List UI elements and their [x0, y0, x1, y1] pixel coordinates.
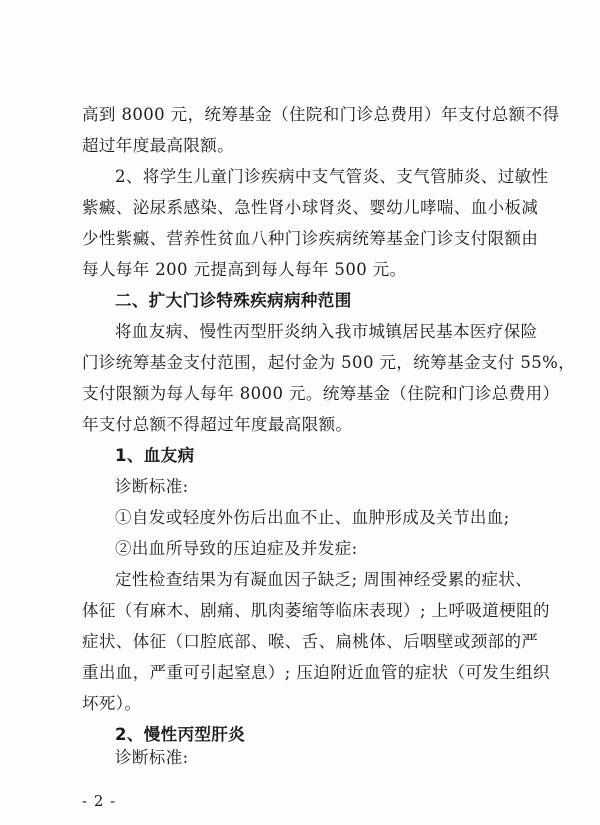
text-line: 少性紫癜、营养性贫血八种门诊疾病统筹基金门诊支付限额由	[82, 229, 539, 248]
text-line: 重出血，严重可引起窒息）; 压迫附近血管的症状（可发生组织	[82, 663, 550, 682]
section-heading: 二、扩大门诊特殊疾病病种范围	[115, 291, 352, 310]
text-line: 年支付总额不得超过年度最高限额。	[82, 415, 353, 434]
text-line: 症状、体征（口腔底部、喉、舌、扁桃体、后咽壁或颈部的严	[82, 632, 539, 651]
text-line: ②出血所导致的压迫症及并发症:	[115, 539, 358, 558]
text-line: 坏死）。	[82, 694, 142, 713]
subsection-heading: 1、血友病	[115, 446, 195, 465]
text-line: 2、将学生儿童门诊疾病中支气管炎、支气管肺炎、过敏性	[115, 167, 549, 186]
text-line: 紫癜、泌尿系感染、急性肾小球肾炎、婴幼儿哮喘、血小板减	[82, 198, 539, 217]
text-line: 门诊统筹基金支付范围，起付金为 500 元，统筹基金支付 55%，	[82, 353, 576, 372]
text-line: 定性检查结果为有凝血因子缺乏; 周围神经受累的症状、	[115, 570, 533, 589]
text-line: 高到 8000 元，统筹基金（住院和门诊总费用）年支付总额不得	[82, 105, 560, 124]
page-number: - 2 -	[82, 792, 117, 810]
text-line: 每人每年 200 元提高到每人每年 500 元。	[82, 260, 407, 279]
subsection-heading: 2、慢性丙型肝炎	[115, 725, 246, 744]
text-line: 诊断标准:	[115, 748, 189, 767]
text-line: 诊断标准:	[115, 477, 189, 496]
text-line: 超过年度最高限额。	[82, 136, 235, 155]
text-line: ①自发或轻度外伤后出血不止、血肿形成及关节出血;	[115, 508, 510, 527]
text-line: 支付限额为每人每年 8000 元。统筹基金（住院和门诊总费用）	[82, 384, 560, 403]
text-line: 将血友病、慢性丙型肝炎纳入我市城镇居民基本医疗保险	[115, 322, 538, 341]
text-line: 体征（有麻木、剧痛、肌肉萎缩等临床表现）; 上呼吸道梗阻的	[82, 601, 550, 620]
